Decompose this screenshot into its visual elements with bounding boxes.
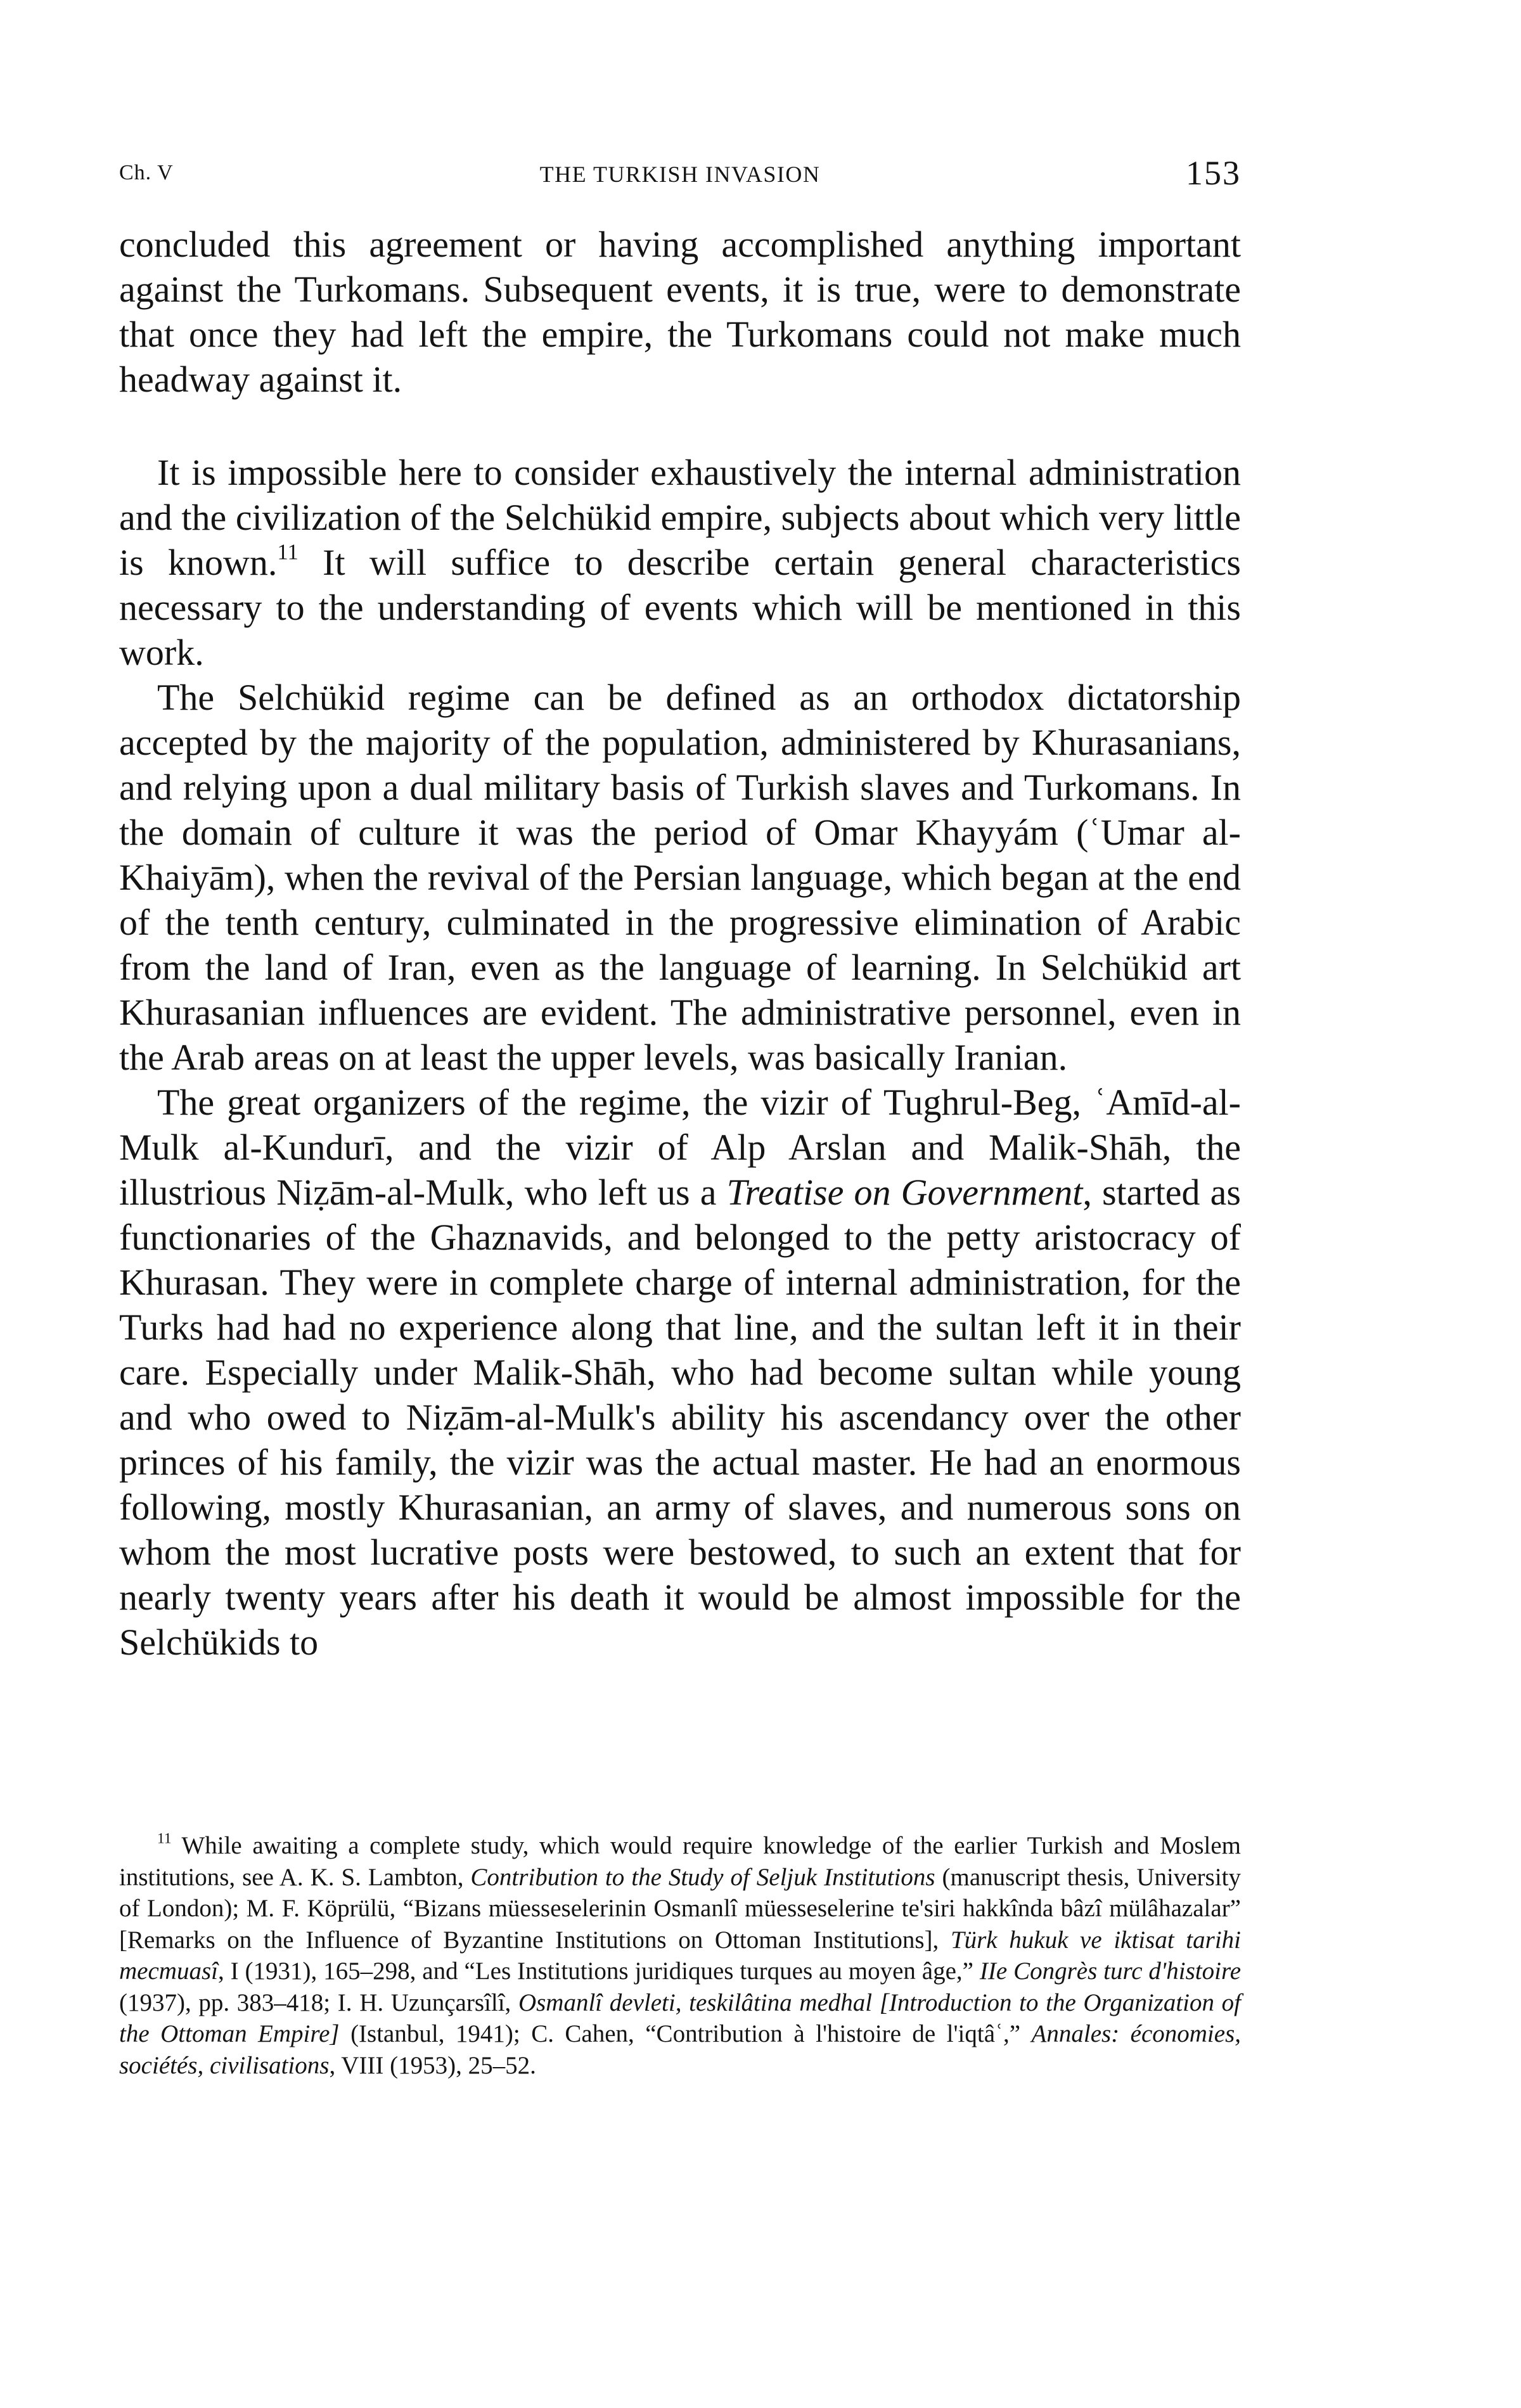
paragraph-4-text-b: , started as functionaries of the Ghaznavids, and belonged to the petty aristocracy of Khurasan. They were in complete charge of internal administration, for the Turks had had no experience along that line, and the sultan left it in their care. Especially under Malik-Shāh, who had become sultan while young and who owed to Niẓām-al-Mulk's ability his ascendancy over the other princes of his family, the vizir was the actual master. He had an enormous following, mostly Khurasanian, an army of slaves, and numerous sons on whom the most lucrative posts were bestowed, to such an extent that for nearly twenty years after his death it would be almost impossible for the Selchükids to [119, 1172, 1241, 1663]
paragraph-4-text-a: The great organizers of the regime, the vizir of Tughrul-Beg, ʿAmīd-al-Mulk al-Kundurī, and the vizir of Alp Arslan and Malik-Shāh, the illustrious Niẓām-al-Mulk, who left us a [119, 1082, 1241, 1213]
footnotes [119, 1830, 1241, 2081]
footnote-citation-3: IIe Congrès turc d'histoire [979, 1957, 1241, 1985]
footnote-citation-2: Türk hukuk ve iktisat tarihi mecmuasî [119, 1926, 1241, 1985]
paragraph-2 [119, 450, 1241, 675]
footnote-text-4: (1937), pp. 383–418; I. H. Uzunçarsîlî, [119, 1989, 518, 2016]
footnote-citation-4: Osmanlî devleti, teskilâtina medhal [Introduction to the Organization of the Ottoman Empire] [119, 1989, 1241, 2047]
footnote-text-2: (manuscript thesis, University of London); M. F. Köprülü, “Bizans müesseselerinin Osmanlî müesseselerine te'siri hakkînda bâzî mülâhazalar” [Remarks on the Influence of Byzantine Institutions on Ottoman Institutions], [119, 1863, 1241, 1954]
footnote-text-6: , VIII (1953), 25–52. [329, 2051, 536, 2079]
footnote-citation-5: Annales: économies, sociétés, civilisations [119, 2020, 1241, 2079]
paragraph-2-text-b: It will suffice to describe certain general characteristics necessary to the understanding of events which will be mentioned in this work. [119, 542, 1241, 673]
chapter-title: THE TURKISH INVASION [539, 162, 821, 187]
treatise-title: Treatise on Government [726, 1172, 1083, 1213]
page-number: 153 [1186, 154, 1241, 192]
footnote-text-1: While awaiting a complete study, which would require knowledge of the earlier Turkish and Moslem institutions, see A. K. S. Lambton, [119, 1832, 1241, 1891]
footnote-11 [119, 1830, 1241, 2081]
chapter-label: Ch. V [119, 161, 174, 184]
paragraph-2-text-a: It is impossible here to consider exhaustively the internal administration and the civilization of the Selchükid empire, subjects about which very little is known. [119, 452, 1241, 583]
paragraph-3: The Selchükid regime can be defined as an orthodox dictatorship accepted by the majority of the population, administered by Khurasanians, and relying upon a dual military basis of Turkish slaves and Turkomans. In the domain of culture it was the period of Omar Khayyám (ʿUmar al-Khaiyām), when the revival of the Persian language, which began at the end of the tenth century, culminated in the progressive elimination of Arabic from the land of Iran, even as the language of learning. In Selchükid art Khurasanian influences are evident. The administrative personnel, even in the Arab areas on at least the upper levels, was basically Iranian. [119, 677, 1241, 1078]
paragraph-4 [119, 1080, 1241, 1665]
body-text [119, 222, 1241, 1665]
footnote-reference: 11 [277, 539, 298, 565]
footnote-number: 11 [157, 1830, 172, 1847]
footnote-text-5: (Istanbul, 1941); C. Cahen, “Contribution à l'histoire de l'iqtâʿ,” [339, 2020, 1032, 2047]
paragraph-1: concluded this agreement or having accomplished anything important against the Turkomans. Subsequent events, it is true, were to demonstrate that once they had left the empire, the Turkomans could not make much headway against it. [119, 224, 1241, 400]
running-head [119, 150, 1241, 200]
footnote-citation-1: Contribution to the Study of Seljuk Institutions [470, 1863, 935, 1891]
footnote-text-3: , I (1931), 165–298, and “Les Institutions juridiques turques au moyen âge,” [217, 1957, 980, 1985]
